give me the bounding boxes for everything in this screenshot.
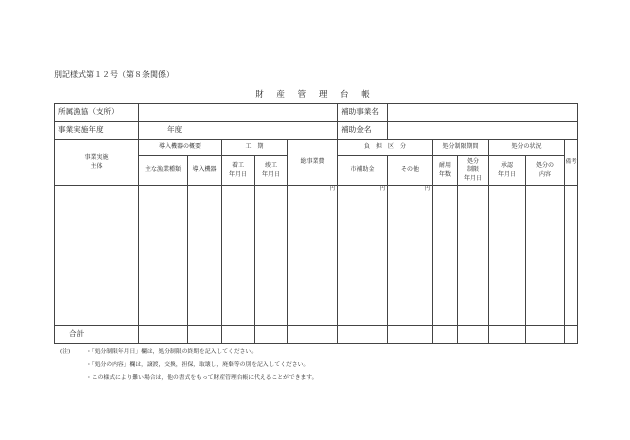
city-subsidy-cell[interactable]: 円 [338, 186, 388, 326]
total-start-cell[interactable] [222, 326, 255, 344]
main-fishery-header: 主な漁業種類 [139, 156, 188, 186]
disposal-content-cell[interactable] [526, 186, 565, 326]
approval-date-cell[interactable] [489, 186, 526, 326]
total-approval-cell[interactable] [489, 326, 526, 344]
other-cell[interactable]: 円 [388, 186, 433, 326]
completion-date-cell[interactable] [255, 186, 288, 326]
subsidy-name-label: 補助金名 [338, 122, 388, 140]
note-line-3 [60, 372, 317, 385]
form-label: 別記様式第１２号（第８条関係） [54, 70, 174, 79]
durable-years-cell[interactable] [433, 186, 458, 326]
total-row [55, 326, 578, 344]
note-line-2 [60, 359, 317, 372]
equipment-overview-header: 導入機器の概要 [139, 140, 222, 156]
total-equipment-cell[interactable] [188, 326, 222, 344]
note-text-3: ・この様式により難い場合は，他の書式をもって財産管理台帳に代えることができます。 [86, 375, 318, 381]
completion-date-header: 竣工 年月日 [255, 156, 288, 186]
total-cost-header: 総事業費 [288, 140, 338, 186]
operator-cell[interactable] [55, 186, 139, 326]
start-date-header: 着工 年月日 [222, 156, 255, 186]
construction-period-header: 工 期 [222, 140, 288, 156]
operator-header: 事業実施 主体 [55, 140, 139, 186]
other-header: その他 [388, 156, 433, 186]
total-cost-sum-cell[interactable] [288, 326, 338, 344]
notes-section [60, 346, 317, 385]
disposal-content-header: 処分の 内容 [526, 156, 565, 186]
start-date-cell[interactable] [222, 186, 255, 326]
total-city-subsidy-cell[interactable] [338, 326, 388, 344]
approval-date-header: 承認 年月日 [489, 156, 526, 186]
document-title: 財 産 管 理 台 帳 [255, 90, 375, 100]
note-text-2: ・「処分の内容」欄は，譲渡，交換，担保，取壊し，廃棄等の別を記入してください。 [86, 362, 310, 368]
affiliation-value-cell[interactable] [139, 104, 338, 122]
remarks-cell[interactable] [565, 186, 578, 326]
header-row-1 [55, 140, 578, 156]
restriction-date-header: 処分 制限 年月日 [458, 156, 489, 186]
durable-years-header: 耐用 年数 [433, 156, 458, 186]
restriction-date-cell[interactable] [458, 186, 489, 326]
city-subsidy-header: 市補助金 [338, 156, 388, 186]
total-durable-cell[interactable] [433, 326, 458, 344]
total-restriction-cell[interactable] [458, 326, 489, 344]
subsidy-project-value-cell[interactable] [388, 104, 578, 122]
equipment-header: 導入機器 [188, 156, 222, 186]
subsidy-project-label: 補助事業名 [338, 104, 388, 122]
subsidy-name-value-cell[interactable] [388, 122, 578, 140]
total-main-fishery-cell[interactable] [139, 326, 188, 344]
main-fishery-cell[interactable] [139, 186, 188, 326]
note-text-1: ・「処分制限年月日」欄は，処分制限の終期を記入してください。 [86, 349, 258, 355]
total-label: 合計 [55, 326, 139, 344]
notes-prefix: (注) [60, 349, 71, 355]
property-ledger-table [54, 103, 578, 344]
note-line-1 [60, 346, 317, 359]
restriction-period-header: 処分制限期間 [433, 140, 489, 156]
fiscal-year-value-cell[interactable]: 年度 [139, 122, 338, 140]
equipment-cell[interactable] [188, 186, 222, 326]
total-cost-cell[interactable]: 円 [288, 186, 338, 326]
data-entry-row [55, 186, 578, 326]
total-remarks-cell[interactable] [565, 326, 578, 344]
disposal-status-header: 処分の状況 [489, 140, 565, 156]
total-disposal-cell[interactable] [526, 326, 565, 344]
total-other-cell[interactable] [388, 326, 433, 344]
affiliation-label: 所属漁協（支所） [55, 104, 139, 122]
total-completion-cell[interactable] [255, 326, 288, 344]
remarks-header: 備考 [565, 140, 578, 186]
affiliation-row [55, 104, 578, 122]
burden-category-header: 負 担 区 分 [338, 140, 433, 156]
fiscal-year-row [55, 122, 578, 140]
fiscal-year-label: 事業実施年度 [55, 122, 139, 140]
